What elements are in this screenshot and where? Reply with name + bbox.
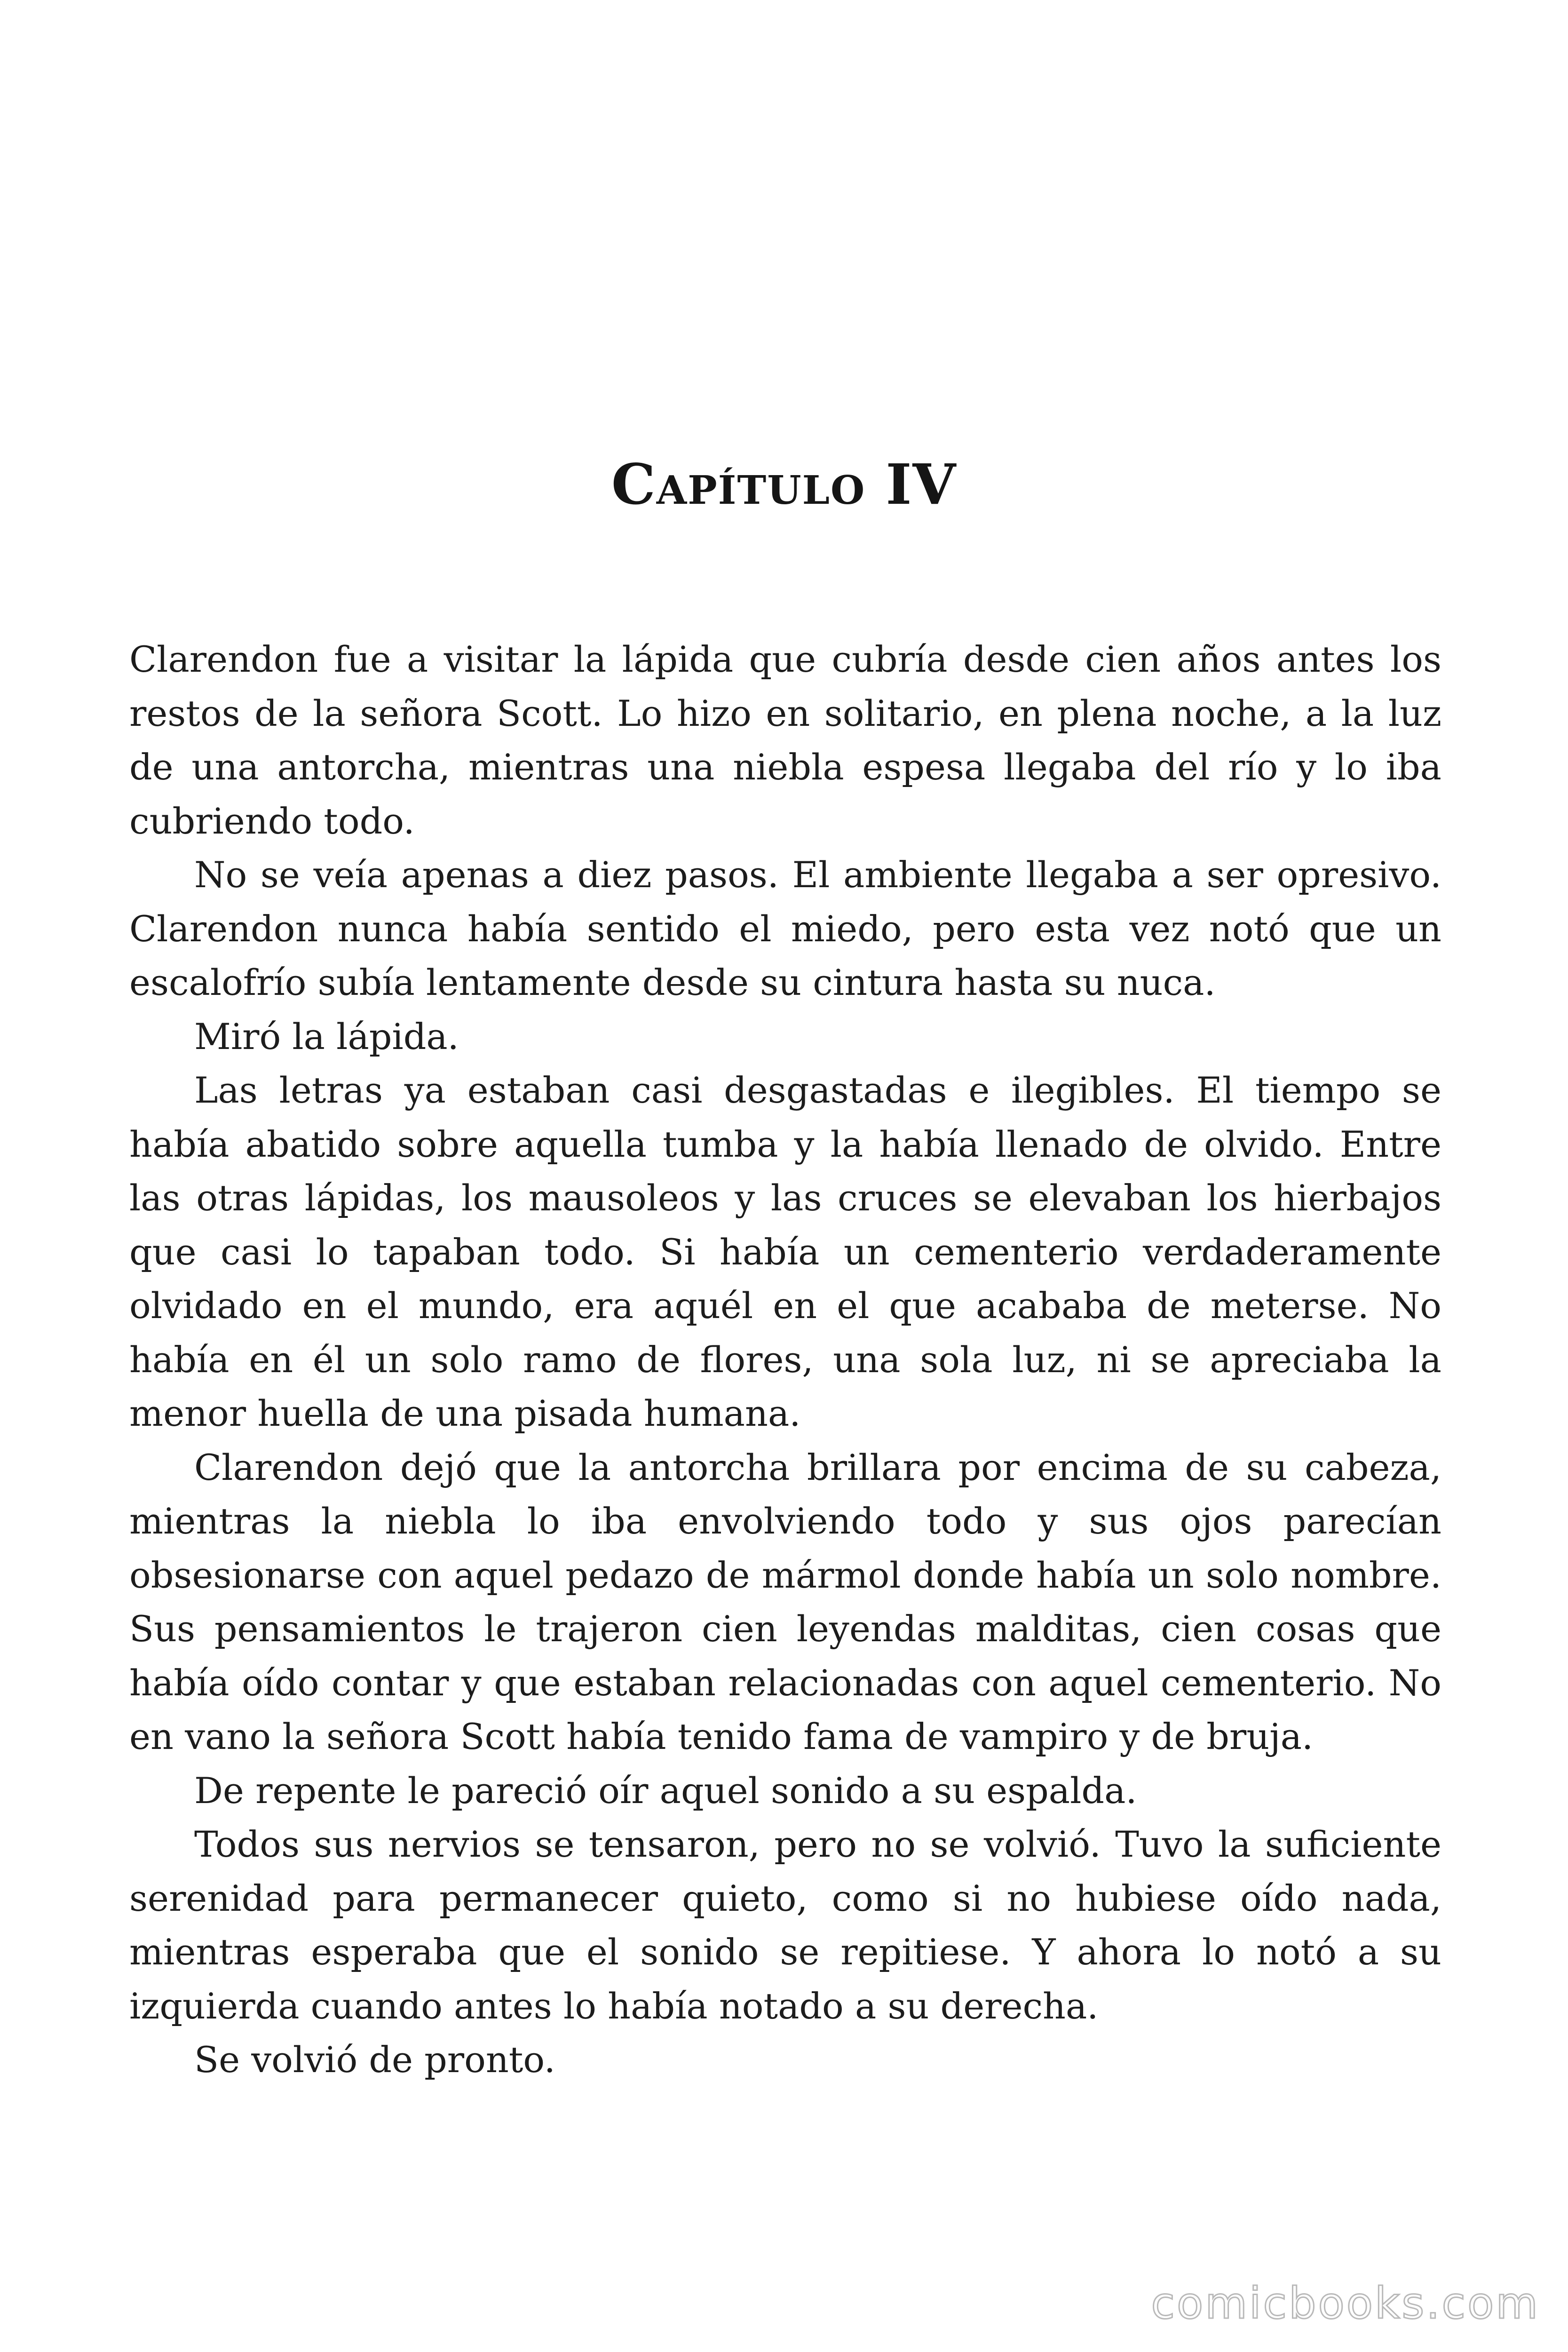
chapter-body (129, 633, 1441, 2087)
paragraph: Se volvió de pronto. (194, 2039, 555, 2081)
paragraph: Clarendon fue a visitar la lápida que cubría desde cien años antes los restos de la señora Scott. Lo hizo en solitario, en plena noche, a la luz de una antorcha, mientras una niebla espesa llegaba del río y lo iba cubriendo todo. (129, 638, 1441, 842)
paragraph: Miró la lápida. (194, 1015, 459, 1057)
paragraph: Todos sus nervios se tensaron, pero no se volvió. Tuvo la suficiente serenidad para permanecer quieto, como si no hubiese oído nada, mientras esperaba que el sonido se repitiese. Y ahora lo notó a su izquierda cuando antes lo había notado a su derecha. (129, 1823, 1441, 2027)
paragraph: Las letras ya estaban casi desgastadas e ilegibles. El tiempo se había abatido sobre aquella tumba y la había llenado de olvido. Entre las otras lápidas, los mausoleos y las cruces se elevaban los hierbajos que casi lo tapaban todo. Si había un cementerio verdaderamente olvidado en el mundo, era aquél en el que acababa de meterse. No había en él un solo ramo de flores, una sola luz, ni se apreciaba la menor huella de una pisada humana. (129, 1069, 1441, 1434)
paragraph: Clarendon dejó que la antorcha brillara por encima de su cabeza, mientras la niebla lo iba envolviendo todo y sus ojos parecían obsesionarse con aquel pedazo de mármol donde había un solo nombre. Sus pensamientos le trajeron cien leyendas malditas, cien cosas que había oído contar y que estaban relacionadas con aquel cementerio. No en vano la señora Scott había tenido fama de vampiro y de bruja. (129, 1446, 1441, 1757)
chapter-title: Capítulo IV (611, 452, 957, 517)
paragraph: De repente le pareció oír aquel sonido a su espalda. (194, 1769, 1137, 1812)
paragraph: No se veía apenas a diez pasos. El ambiente llegaba a ser opresivo. Clarendon nunca había sentido el miedo, pero esta vez notó que un escalofrío subía lentamente desde su cintura hasta su nuca. (129, 854, 1441, 1003)
site-watermark: comicbooks.com (1151, 2278, 1540, 2328)
